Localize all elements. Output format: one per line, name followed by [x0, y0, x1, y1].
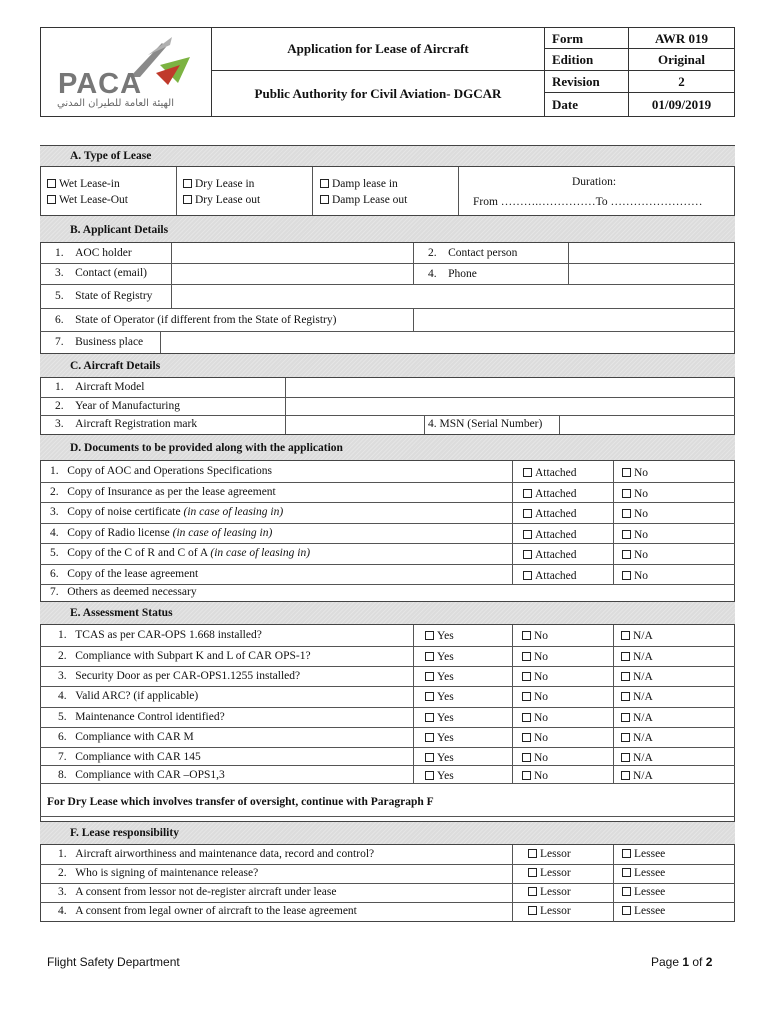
attached-checkbox[interactable] — [523, 529, 577, 541]
checkbox-label: No — [534, 770, 549, 782]
divider — [40, 584, 735, 585]
dry-lease-out-checkbox[interactable]: Dry Lease out — [183, 194, 260, 206]
divider — [413, 243, 414, 284]
checkbox-square — [425, 692, 434, 701]
checkbox-square — [528, 887, 537, 896]
divider — [312, 167, 313, 215]
divider — [40, 864, 735, 865]
checkbox-square — [528, 849, 537, 858]
year-of-manufacturing-input[interactable] — [286, 398, 734, 415]
checkbox-label: N/A — [633, 691, 653, 703]
header-divider — [544, 92, 735, 93]
no-checkbox[interactable] — [622, 508, 648, 520]
checkbox-square — [523, 468, 532, 477]
assessment-row — [58, 629, 262, 641]
meta-date-label: Date — [552, 97, 578, 112]
divider — [613, 625, 614, 783]
row-text: Compliance with CAR M — [75, 731, 194, 743]
checkbox-square — [425, 753, 434, 762]
business-place-input[interactable] — [161, 332, 734, 353]
no-checkbox[interactable] — [522, 712, 548, 724]
divider — [176, 167, 177, 215]
divider — [458, 167, 459, 215]
row-text: A consent from legal owner of aircraft to the lease agreement — [75, 905, 357, 917]
page-number: Page 1 of 2 — [651, 955, 713, 969]
contact-person-input[interactable] — [569, 244, 734, 263]
row-number: 4. — [58, 905, 67, 917]
checkbox-square — [522, 652, 531, 661]
row-number: 6. — [50, 568, 59, 580]
lessor-checkbox[interactable] — [528, 886, 571, 898]
checkbox-label: Lessor — [540, 905, 571, 917]
row-number: 5. — [58, 711, 67, 723]
checkbox-label: Yes — [437, 712, 454, 724]
dry-lease-note: For Dry Lease which involves transfer of oversight, continue with Paragraph F — [47, 796, 434, 808]
document-row — [50, 568, 198, 580]
meta-revision-label: Revision — [552, 74, 600, 89]
checkbox-square — [523, 509, 532, 518]
checkbox-label: N/A — [633, 732, 653, 744]
duration-from-to-field[interactable]: From ……….……………To …………………… — [473, 196, 703, 208]
checkbox-label: No — [534, 671, 549, 683]
row-number: 4. — [50, 527, 59, 539]
row-text: Security Door as per CAR-OPS1.1255 installed? — [75, 670, 301, 682]
checkbox-label: No — [534, 651, 549, 663]
business-place-label: 7. Business place — [55, 336, 144, 348]
row-number: 1. — [50, 465, 59, 477]
divider — [40, 666, 735, 667]
divider — [40, 902, 735, 903]
divider — [40, 482, 735, 483]
section-b-header: B. Applicant Details — [40, 215, 735, 243]
checkbox-square — [523, 571, 532, 580]
divider — [40, 765, 735, 766]
checkbox-label: N/A — [633, 630, 653, 642]
na-checkbox[interactable] — [621, 630, 653, 642]
registration-mark-label: 3. Aircraft Registration mark — [55, 418, 198, 430]
year-of-manufacturing-label: 2. Year of Manufacturing — [55, 400, 180, 412]
checkbox-label: Yes — [437, 752, 454, 764]
checkbox-square — [621, 713, 630, 722]
na-checkbox[interactable] — [621, 732, 653, 744]
row-number: 3. — [58, 670, 67, 682]
divider — [40, 646, 735, 647]
row-number: 7. — [58, 751, 67, 763]
checkbox-square — [425, 652, 434, 661]
checkbox-label: No — [534, 712, 549, 724]
msn-input[interactable] — [560, 416, 734, 434]
row-number: 3. — [58, 886, 67, 898]
row-text: Copy of Insurance as per the lease agreement — [67, 486, 276, 498]
row-number: 2. — [58, 867, 67, 879]
checkbox-square — [522, 631, 531, 640]
checkbox-square — [622, 509, 631, 518]
yes-checkbox[interactable] — [425, 671, 454, 683]
form-title: Application for Lease of Aircraft — [287, 41, 469, 56]
meta-date-value: 01/09/2019 — [651, 97, 712, 112]
section-a-header: A. Type of Lease — [40, 145, 735, 167]
checkbox-square — [522, 753, 531, 762]
row-number: 2. — [58, 650, 67, 662]
checkbox-square — [522, 771, 531, 780]
no-checkbox[interactable] — [522, 691, 548, 703]
row-number: 6. — [58, 731, 67, 743]
document-row — [50, 486, 276, 498]
meta-form-label: Form — [552, 31, 584, 46]
checkbox-square — [622, 571, 631, 580]
no-checkbox[interactable] — [622, 467, 648, 479]
checkbox-square — [622, 489, 631, 498]
yes-checkbox[interactable] — [425, 651, 454, 663]
checkbox-label: Attached — [535, 570, 577, 582]
checkbox-label: Attached — [535, 508, 577, 520]
registration-mark-input[interactable] — [286, 416, 424, 434]
assessment-row — [58, 731, 194, 743]
document-row — [50, 506, 283, 518]
yes-checkbox[interactable] — [425, 732, 454, 744]
attached-checkbox[interactable] — [523, 488, 577, 500]
checkbox-square — [528, 906, 537, 915]
section-f-header: F. Lease responsibility — [40, 821, 735, 845]
no-checkbox[interactable] — [622, 570, 648, 582]
responsibility-row — [58, 905, 357, 917]
responsibility-row — [58, 867, 258, 879]
checkbox-label: N/A — [633, 752, 653, 764]
meta-form-value: AWR 019 — [654, 31, 709, 46]
checkbox-label: No — [534, 732, 549, 744]
na-checkbox[interactable] — [621, 671, 653, 683]
divider — [40, 783, 735, 784]
divider — [40, 686, 735, 687]
contact-person-label: 2. Contact person — [428, 247, 518, 259]
responsibility-row — [58, 886, 336, 898]
meta-edition-value: Original — [658, 52, 705, 67]
msn-label: 4. MSN (Serial Number) — [428, 418, 543, 430]
section-c-header: C. Aircraft Details — [40, 353, 735, 378]
no-checkbox[interactable] — [522, 752, 548, 764]
lessor-checkbox[interactable] — [528, 905, 571, 917]
checkbox-square — [622, 868, 631, 877]
checkbox-square — [621, 733, 630, 742]
row-number: 1. — [58, 848, 67, 860]
row-note: (in case of leasing in) — [210, 547, 311, 559]
checkbox-label: No — [634, 529, 649, 541]
row-text: Copy of the C of R and C of A — [67, 547, 211, 559]
row-text: Copy of the lease agreement — [67, 568, 199, 580]
checkbox-square — [622, 906, 631, 915]
checkbox-label: Yes — [437, 770, 454, 782]
na-checkbox[interactable] — [621, 691, 653, 703]
checkbox-label: Attached — [535, 488, 577, 500]
checkbox-label: Yes — [437, 671, 454, 683]
checkbox-label: No — [534, 630, 549, 642]
checkbox-label: No — [634, 549, 649, 561]
damp-lease-out-checkbox[interactable]: Damp Lease out — [320, 194, 407, 206]
phone-label: 4. Phone — [428, 268, 477, 280]
checkbox-square — [528, 868, 537, 877]
divider — [40, 747, 735, 748]
divider — [413, 625, 414, 783]
divider — [424, 415, 425, 434]
no-checkbox[interactable] — [622, 549, 648, 561]
duration-label: Duration: — [572, 176, 617, 188]
checkbox-label: Lessee — [634, 905, 666, 917]
logo-arabic-text: الهيئة العامة للطيران المدني — [57, 98, 174, 109]
checkbox-label: Lessor — [540, 867, 571, 879]
divider — [40, 883, 735, 884]
no-checkbox[interactable] — [522, 732, 548, 744]
state-of-operator-label: 6. State of Operator (if different from the State of Registry) — [55, 314, 337, 326]
checkbox-square — [523, 489, 532, 498]
assessment-row — [58, 690, 198, 702]
checkbox-square — [425, 713, 434, 722]
row-number: 8. — [58, 769, 67, 781]
checkbox-square — [425, 631, 434, 640]
document-row — [50, 465, 272, 477]
lessee-checkbox[interactable] — [622, 905, 665, 917]
divider — [40, 727, 735, 728]
checkbox-square — [425, 771, 434, 780]
row-text: TCAS as per CAR-OPS 1.668 installed? — [75, 629, 262, 641]
assessment-row — [58, 650, 311, 662]
checkbox-label: Attached — [535, 549, 577, 561]
checkbox-label: Lessee — [634, 848, 666, 860]
row-text: Compliance with CAR 145 — [75, 751, 201, 763]
checkbox-square — [622, 530, 631, 539]
document-row — [50, 547, 310, 559]
attached-checkbox[interactable] — [523, 549, 577, 561]
state-of-registry-label: 5. State of Registry — [55, 290, 153, 302]
checkbox-label: N/A — [633, 770, 653, 782]
checkbox-square — [621, 692, 630, 701]
lessor-checkbox[interactable] — [528, 848, 571, 860]
aircraft-model-label: 1. Aircraft Model — [55, 381, 145, 393]
row-text: Who is signing of maintenance release? — [75, 867, 259, 879]
yes-checkbox[interactable] — [425, 712, 454, 724]
checkbox-square — [621, 753, 630, 762]
checkbox-square — [622, 468, 631, 477]
checkbox-label: No — [634, 508, 649, 520]
phone-input[interactable] — [569, 264, 734, 284]
row-note: (in case of leasing in) — [183, 506, 284, 518]
row-text: Aircraft airworthiness and maintenance data, record and control? — [75, 848, 375, 860]
header-divider — [544, 48, 735, 49]
document-row — [50, 527, 272, 539]
checkbox-label: No — [634, 467, 649, 479]
authority-name: Public Authority for Civil Aviation- DGCAR — [254, 86, 502, 101]
checkbox-square — [621, 672, 630, 681]
checkbox-square — [621, 771, 630, 780]
na-checkbox[interactable] — [621, 770, 653, 782]
wet-lease-in-checkbox[interactable]: Wet Lease-in — [47, 178, 120, 190]
checkbox-square — [622, 849, 631, 858]
row-note: (in case of leasing in) — [172, 527, 273, 539]
checkbox-label: N/A — [633, 651, 653, 663]
section-d-header: D. Documents to be provided along with the application — [40, 434, 735, 461]
attached-checkbox[interactable] — [523, 570, 577, 582]
yes-checkbox[interactable] — [425, 630, 454, 642]
na-checkbox[interactable] — [621, 712, 653, 724]
checkbox-square — [522, 733, 531, 742]
attached-checkbox[interactable] — [523, 467, 577, 479]
lessee-checkbox[interactable] — [622, 867, 665, 879]
checkbox-square — [622, 550, 631, 559]
row-number: 3. — [50, 506, 59, 518]
checkbox-square — [621, 652, 630, 661]
divider — [512, 625, 513, 783]
damp-lease-in-checkbox[interactable]: Damp lease in — [320, 178, 398, 190]
checkbox-label: N/A — [633, 671, 653, 683]
na-checkbox[interactable] — [621, 752, 653, 764]
checkbox-label: Yes — [437, 732, 454, 744]
attached-checkbox[interactable] — [523, 508, 577, 520]
divider — [40, 543, 735, 544]
checkbox-square — [523, 550, 532, 559]
checkbox-square — [522, 692, 531, 701]
wet-lease-out-checkbox[interactable]: Wet Lease-Out — [47, 194, 128, 206]
row-number: 2. — [50, 486, 59, 498]
checkbox-label: No — [634, 488, 649, 500]
row-number: 4. — [58, 690, 67, 702]
checkbox-label: Attached — [535, 467, 577, 479]
assessment-row — [58, 751, 201, 763]
checkbox-square — [621, 631, 630, 640]
checkbox-label: Lessor — [540, 848, 571, 860]
no-checkbox[interactable] — [522, 770, 548, 782]
checkbox-square — [523, 530, 532, 539]
divider — [40, 707, 735, 708]
contact-email-label: 3. Contact (email) — [55, 267, 147, 279]
aoc-holder-input[interactable] — [172, 244, 412, 263]
section-e-header: E. Assessment Status — [40, 601, 735, 625]
divider — [40, 502, 735, 503]
checkbox-square — [522, 672, 531, 681]
dry-lease-in-checkbox[interactable]: Dry Lease in — [183, 178, 254, 190]
logo-text: PACA — [58, 68, 143, 100]
yes-checkbox[interactable] — [425, 691, 454, 703]
row-text: Compliance with Subpart K and L of CAR OPS-1? — [75, 650, 311, 662]
checkbox-label: No — [534, 752, 549, 764]
checkbox-label: Yes — [437, 651, 454, 663]
lessor-checkbox[interactable] — [528, 867, 571, 879]
no-checkbox[interactable] — [622, 529, 648, 541]
footer-department: Flight Safety Department — [47, 955, 180, 969]
checkbox-label: No — [534, 691, 549, 703]
row-text: Maintenance Control identified? — [75, 711, 225, 723]
checkbox-square — [522, 713, 531, 722]
no-checkbox[interactable] — [522, 630, 548, 642]
yes-checkbox[interactable] — [425, 770, 454, 782]
row-text: Compliance with CAR –OPS1,3 — [75, 769, 225, 781]
aoc-holder-label: 1. AOC holder — [55, 247, 132, 259]
contact-email-input[interactable] — [172, 264, 412, 284]
state-of-registry-input[interactable] — [172, 285, 734, 308]
divider — [40, 523, 735, 524]
row-number: 1. — [58, 629, 67, 641]
lessee-checkbox[interactable] — [622, 886, 665, 898]
checkbox-square — [425, 733, 434, 742]
divider — [40, 564, 735, 565]
na-checkbox[interactable] — [621, 651, 653, 663]
aircraft-model-input[interactable] — [286, 379, 734, 397]
no-checkbox[interactable] — [522, 651, 548, 663]
checkbox-label: Lessor — [540, 886, 571, 898]
meta-revision-value: 2 — [678, 74, 685, 89]
row-text: Copy of Radio license — [67, 527, 173, 539]
row-text: Valid ARC? (if applicable) — [75, 690, 199, 702]
responsibility-row — [58, 848, 374, 860]
checkbox-square — [622, 887, 631, 896]
header-divider — [544, 27, 545, 117]
checkbox-label: Attached — [535, 529, 577, 541]
no-checkbox[interactable] — [522, 671, 548, 683]
assessment-row — [58, 711, 225, 723]
document-row-others: 7. Others as deemed necessary — [50, 586, 197, 598]
checkbox-label: Lessee — [634, 886, 666, 898]
no-checkbox[interactable] — [622, 488, 648, 500]
row-text: Copy of AOC and Operations Specifications — [67, 465, 272, 477]
yes-checkbox[interactable] — [425, 752, 454, 764]
row-number: 5. — [50, 547, 59, 559]
checkbox-label: No — [634, 570, 649, 582]
checkbox-label: Yes — [437, 630, 454, 642]
lessee-checkbox[interactable] — [622, 848, 665, 860]
row-text: A consent from lessor not de-register aircraft under lease — [75, 886, 337, 898]
header-divider — [211, 70, 544, 71]
state-of-operator-input[interactable] — [414, 309, 734, 331]
checkbox-square — [425, 672, 434, 681]
assessment-row — [58, 769, 225, 781]
checkbox-label: Lessee — [634, 867, 666, 879]
divider — [40, 816, 735, 817]
row-text: Copy of noise certificate — [67, 506, 184, 518]
checkbox-label: N/A — [633, 712, 653, 724]
assessment-row — [58, 670, 300, 682]
checkbox-label: Yes — [437, 691, 454, 703]
header-divider — [544, 70, 735, 71]
meta-edition-label: Edition — [552, 52, 594, 67]
